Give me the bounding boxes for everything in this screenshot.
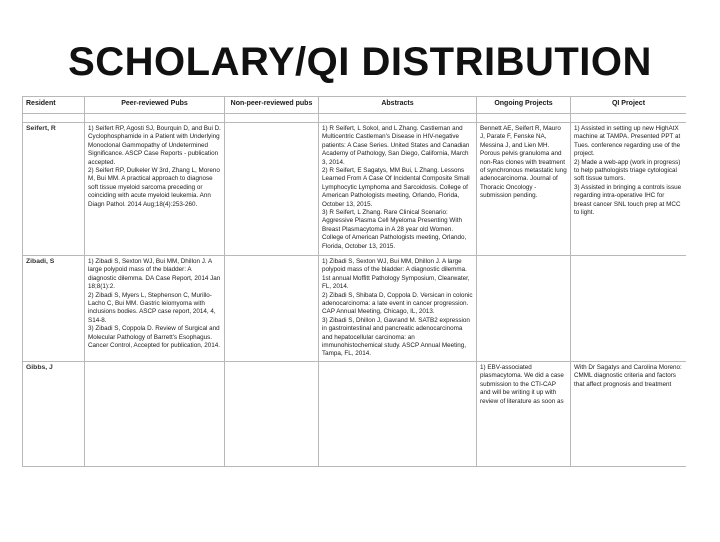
peer-reviewed-cell (85, 361, 225, 466)
abstract-item: 3) R Seifert, L Zhang. Rare Clinical Scenario: Aggressive Plasma Cell Myeloma Presenting With Breast Plasmacytoma in A 28 year old Women. College of American Pathologists meeting, Orlando, Florida, October 13, 2015. (322, 209, 467, 250)
scholarly-table (22, 96, 686, 467)
abstract-item: 1) R Seifert, L Sokol, and L Zhang. Castleman and Multicentric Castleman's Disease in HIV-negative patients: A Case Series. United States and Canadian Academy of Pathology, San Diego, California, March 3, 2014. (322, 125, 470, 166)
spacer-row (23, 114, 687, 123)
abstract-item: 3) Zibadi S, Dhillon J, Gavrand M. SATB2 expression in gastrointestinal and pancreatic adenocarcinoma and hepatocellular carcinoma: an immunohistochemical study. ASCP Annual Meeting, Tampa, FL, 2014. (322, 316, 470, 358)
qi-project-cell (571, 361, 687, 466)
ongoing-projects-cell (477, 361, 571, 466)
peer-reviewed-item: 2) Zibadi S, Myers L, Stephenson C, Murillo-Lacho C, Bui MM. Gastric leiomyoma with inclusions bodies. ASCP case report, 2014, 4, S14-8. (88, 291, 216, 324)
qi-project-item: 2) Made a web-app (work in progress) to help pathologists triage cytological soft tissue tumors. (574, 158, 681, 183)
peer-reviewed-cell (85, 123, 225, 256)
header-peer-reviewed: Peer-reviewed Pubs (85, 97, 225, 114)
header-row (23, 97, 687, 114)
abstracts-cell (319, 123, 477, 256)
non-peer-reviewed-cell (225, 256, 319, 362)
peer-reviewed-item: 2) Seifert RP, Dulkeler W 3rd, Zhang L, Moreno M, Bui MM. A practical approach to diagnose soft tissue myeloid sarcoma preceding or coinciding with acute myeloid leukemia. Ann Diagn Pathol. 2014 Aug;18(4):253-260. (88, 167, 220, 208)
ongoing-projects-cell (477, 256, 571, 362)
header-non-peer-reviewed: Non-peer-reviewed pubs (225, 97, 319, 114)
peer-reviewed-item: 1) Seifert RP, Agosti SJ, Bourquin D, and Bui D. Cyclophosphamide in a Patient with Underlying Monoclonal Gammopathy of Undetermined Significance. ASCP Case Reports - publication accepted. (88, 125, 221, 166)
peer-reviewed-item: 3) Zibadi S, Coppola D. Review of Surgical and Molecular Pathology of Barrett's Esophagus. Cancer Control, Accepted for publication, 2014. (88, 325, 220, 350)
qi-project-cell (571, 123, 687, 256)
abstract-item: 2) R Seifert, E Sagatys, MM Bui, L Zhang. Lessons Learned From A Case Of Incidental Composite Small Lymphocytic Lymphoma and Sarcoidosis. College of American Pathologists meeting, Orlando, Florida, October 13, 2015. (322, 167, 470, 208)
non-peer-reviewed-cell (225, 123, 319, 256)
non-peer-reviewed-cell (225, 361, 319, 466)
header-resident: Resident (23, 97, 85, 114)
resident-name: Zibadi, S (23, 256, 85, 362)
resident-name: Seifert, R (23, 123, 85, 256)
abstract-item: 2) Zibadi S, Shibata D, Coppola D. Versican in colonic adenocarcinoma: a late event in cancer progression. CAP Annual Meeting, Chicago, IL, 2013. (322, 291, 473, 316)
abstracts-cell (319, 361, 477, 466)
scholarly-table-container (22, 96, 686, 542)
abstract-item: 1) Zibadi S, Sexton WJ, Bui MM, Dhillon J. A large polypoid mass of the bladder: A diagnostic dilemma. 1st annual Moffitt Pathology Symposium, Clearwater, FL, 2014. (322, 258, 470, 291)
qi-project-item: With Dr Sagatys and Carolina Moreno: CMML diagnostic criteria and factors that affect prognosis and treatment (574, 363, 682, 388)
peer-reviewed-item: 1) Zibadi S, Sexton WJ, Bui MM, Dhillon J. A large polypoid mass of the bladder: A diagnostic dilemma. DA Case Report, 2014 Jan 18;8(1):2. (88, 258, 221, 291)
header-ongoing-projects: Ongoing Projects (477, 97, 571, 114)
table-row (23, 361, 687, 466)
ongoing-projects-cell (477, 123, 571, 256)
header-qi-project: QI Project (571, 97, 687, 114)
qi-project-cell (571, 256, 687, 362)
ongoing-project-item: 1) EBV-associated plasmacytoma. We did a case submission to the CTI-CAP and will be writing it up with review of literature as soon as (480, 363, 564, 405)
peer-reviewed-cell (85, 256, 225, 362)
qi-project-item: 1) Assisted in setting up new HighAtX machine at TAMPA. Presented PPT at Tues. conference regarding use of the project. (574, 125, 681, 158)
resident-name: Gibbs, J (23, 361, 85, 466)
abstracts-cell (319, 256, 477, 362)
qi-project-item: 3) Assisted in bringing a controls issue regarding intra-operative IHC for breast cancer SNL touch prep at MCC to light. (574, 183, 682, 217)
ongoing-project-item: Bennett AE, Seifert R, Mauro J, Parate F, Fenske NA, Messina J, and Lien MH. Porous pelvis granuloma and non-Ras clones with treatment of synchronous metastatic lung adenocarcinoma. Journal of Thoracic Oncology - submission pending. (480, 125, 567, 200)
table-row (23, 123, 687, 256)
header-abstracts: Abstracts (319, 97, 477, 114)
slide-title: SCHOLARY/QI DISTRIBUTION (68, 40, 652, 84)
table-row (23, 256, 687, 362)
